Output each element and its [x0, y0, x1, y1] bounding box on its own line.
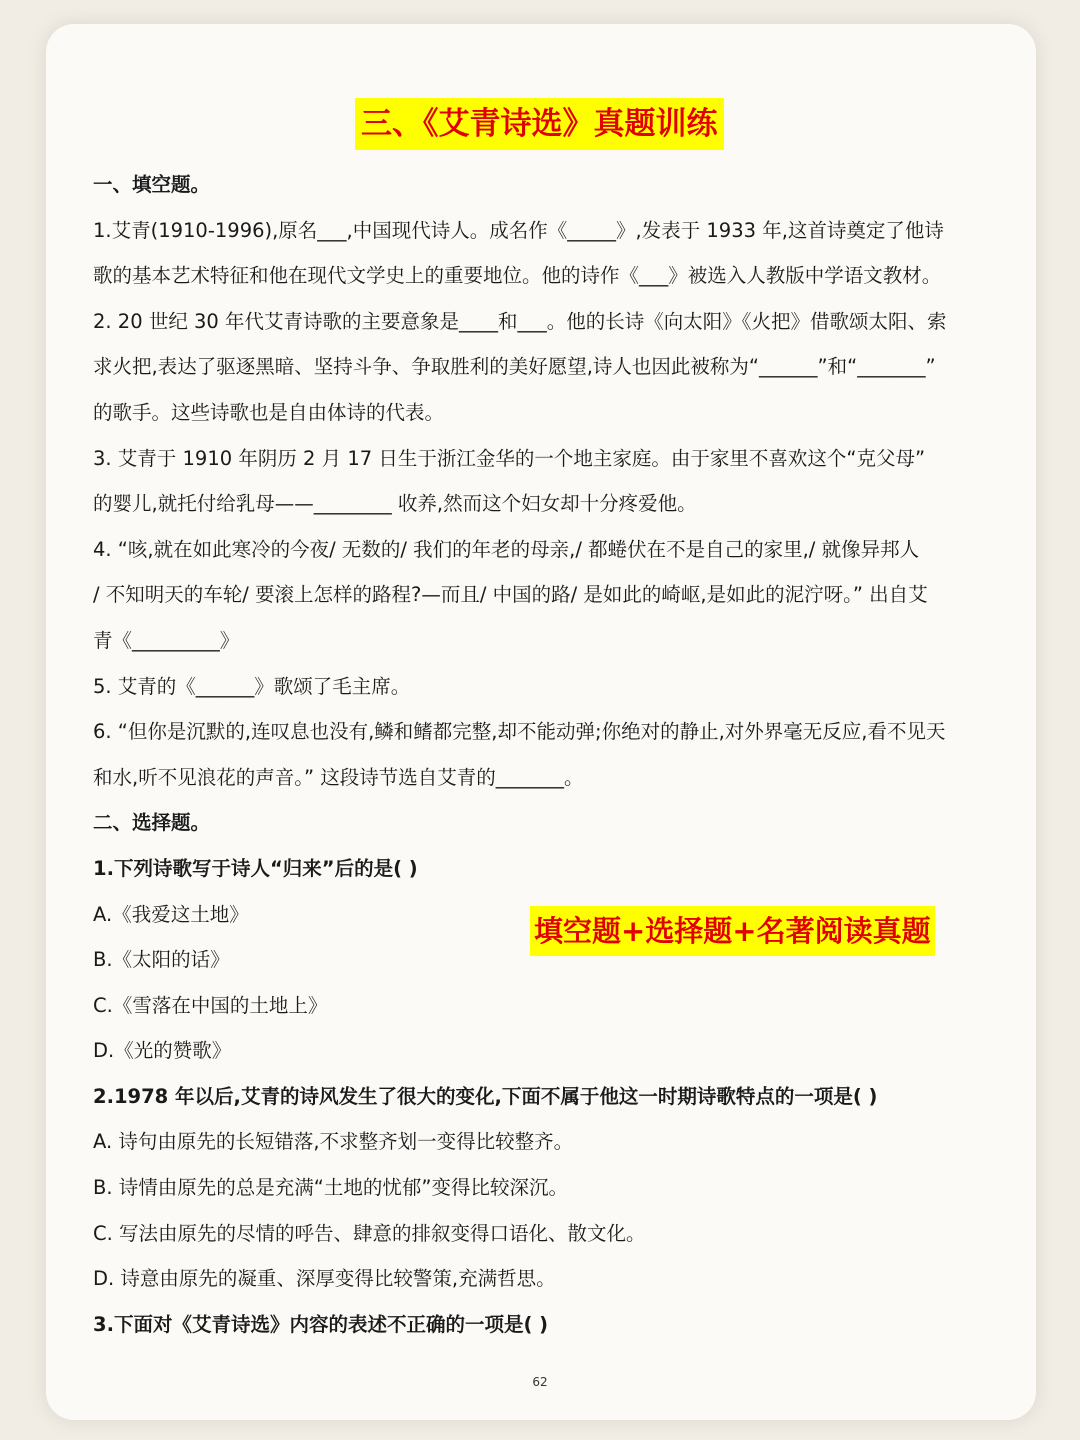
text-line: / 不知明天的车轮/ 要滚上怎样的路程?—而且/ 中国的路/ 是如此的崎岖,是如此的泥泞呀。” 出自艾: [93, 583, 928, 607]
text-line: 歌的基本艺术特征和他在现代文学史上的重要地位。他的诗作《___》被选入人教版中学语文教材。: [93, 264, 942, 288]
text-line: 青《_________》: [93, 628, 240, 652]
text-line: 和水,听不见浪花的声音。” 这段诗节选自艾青的_______。: [93, 765, 584, 789]
text-line: 3. 艾青于 1910 年阴历 2 月 17 日生于浙江金华的一个地主家庭。由于家里不喜欢这个“克父母”: [93, 446, 926, 470]
document-body: [93, 162, 993, 1347]
page-number: 62: [532, 1375, 548, 1389]
text-line: A. 诗句由原先的长短错落,不求整齐划一变得比较整齐。: [93, 1130, 574, 1154]
highlight-banner: 填空题+选择题+名著阅读真题: [530, 906, 935, 956]
section-heading-line: 3.下面对《艾青诗选》内容的表述不正确的一项是( ): [93, 1312, 549, 1336]
text-line: 5. 艾青的《______》歌颂了毛主席。: [93, 674, 411, 698]
text-line: D. 诗意由原先的凝重、深厚变得比较警策,充满哲思。: [93, 1267, 556, 1291]
text-line: 4. “咳,就在如此寒冷的今夜/ 无数的/ 我们的年老的母亲,/ 都蜷伏在不是自己的家里,/ 就像异邦人: [93, 537, 920, 561]
section-heading-line: 二、选择题。: [93, 811, 211, 835]
text-line: A.《我爱这土地》: [93, 902, 249, 926]
section-heading-line: 1.下列诗歌写于诗人“归来”后的是( ): [93, 856, 418, 880]
text-line: D.《光的赞歌》: [93, 1039, 232, 1063]
text-line: B.《太阳的话》: [93, 948, 230, 972]
text-line: 2. 20 世纪 30 年代艾青诗歌的主要意象是____和___。他的长诗《向太阳》《火把》借歌颂太阳、索: [93, 309, 947, 333]
text-line: 求火把,表达了驱逐黑暗、坚持斗争、争取胜利的美好愿望,诗人也因此被称为“______”和“_______”: [93, 355, 936, 379]
text-line: C. 写法由原先的尽情的呼告、肆意的排叙变得口语化、散文化。: [93, 1221, 646, 1245]
page-title: 三、《艾青诗选》真题训练: [355, 98, 724, 150]
text-line: C.《雪落在中国的土地上》: [93, 993, 328, 1017]
text-line: 的歌手。这些诗歌也是自由体诗的代表。: [93, 400, 445, 424]
text-line: B. 诗情由原先的总是充满“土地的忧郁”变得比较深沉。: [93, 1176, 568, 1200]
section-heading-line: 2.1978 年以后,艾青的诗风发生了很大的变化,下面不属于他这一时期诗歌特点的一项是( ): [93, 1084, 878, 1108]
section-heading-line: 一、填空题。: [93, 173, 211, 196]
text-line: 6. “但你是沉默的,连叹息也没有,鳞和鳍都完整,却不能动弹;你绝对的静止,对外界毫无反应,看不见天: [93, 720, 946, 744]
text-line: 1.艾青(1910-1996),原名___,中国现代诗人。成名作《_____》,发表于 1933 年,这首诗奠定了他诗: [93, 218, 944, 242]
text-line: 的婴儿,就托付给乳母——________ 收养,然而这个妇女却十分疼爱他。: [93, 492, 697, 516]
